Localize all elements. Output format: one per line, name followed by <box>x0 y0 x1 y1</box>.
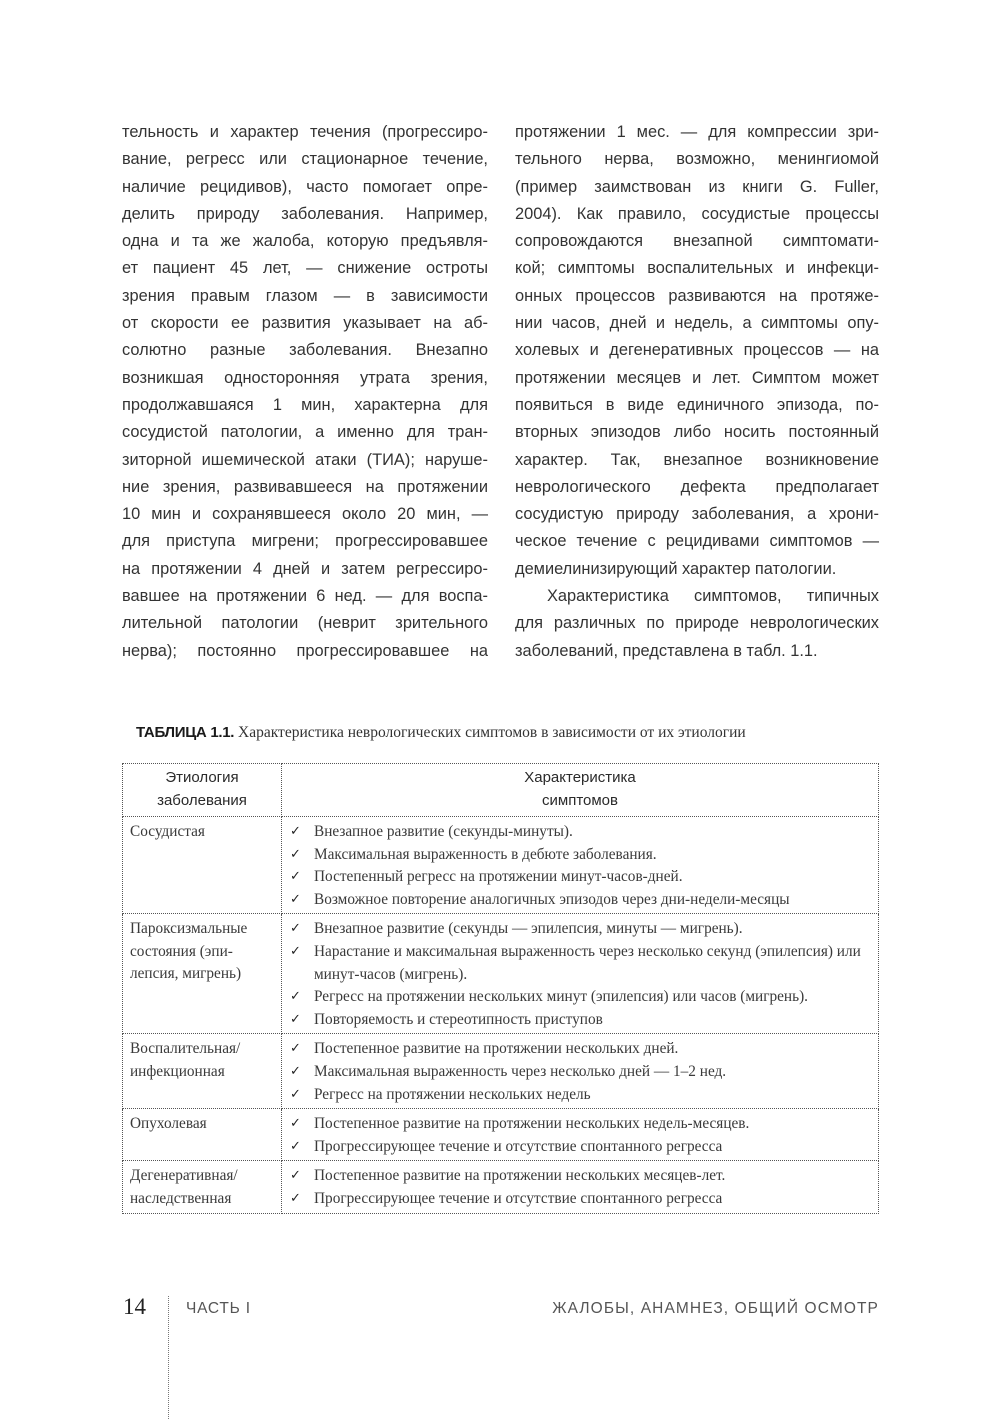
text-line: протяжении месяцев и лет. Симптом может <box>515 368 879 387</box>
list-item: ✓ Регресс на протяжении нескольких недель <box>288 1084 874 1107</box>
text-line: онных процессов развиваются на протяже- <box>515 286 879 305</box>
text-line: продолжавшаяся 1 мин, характерна для <box>122 395 488 414</box>
text-line: вторных эпизодов либо носить постоянный <box>515 423 879 442</box>
text-line: на протяжении 4 дней и затем регрессиро- <box>122 559 488 578</box>
checkmark-icon: ✓ <box>290 1168 301 1184</box>
text-line: ческое течение с рецидивами симптомов — <box>515 532 879 551</box>
text-line: сосудистой патологии, а именно для тран- <box>122 423 488 442</box>
text-line: нии часов, дней и недель, а симптомы опу- <box>515 314 879 333</box>
text-line: одна и та же жалоба, которую предъявля- <box>122 232 488 251</box>
text-line: протяжении 1 мес. — для компрессии зри- <box>515 123 879 141</box>
list-item: ✓ Нарастание и максимальная выраженность через несколько секунд (эпилепсия) или минут-часов (мигрень). <box>290 942 861 983</box>
paragraph <box>515 119 879 583</box>
etiology-cell: Пароксизмальные состояния (эпи-лепсия, мигрень) <box>123 914 282 1034</box>
text-line: холевых и дегенеративных процессов — на <box>515 341 879 360</box>
running-header-part: ЧАСТЬ I <box>186 1300 251 1317</box>
table-caption <box>136 724 876 742</box>
text-line: для приступа мигрени; прогрессировавшее <box>122 532 488 551</box>
table-caption-text: Характеристика неврологических симптомов в зависимости от их этиологии <box>234 724 746 741</box>
paragraph <box>122 119 488 665</box>
text-line: возникшая односторонняя утрата зрения, <box>122 368 488 387</box>
list-item: ✓ Постепенное развитие на протяжении нескольких недель-месяцев. <box>288 1113 874 1136</box>
text-line: от скорости ее развития указывает на аб- <box>122 314 488 333</box>
checkmark-icon: ✓ <box>290 921 301 937</box>
characteristics-cell <box>282 1109 879 1161</box>
text-line: ние зрения, развивавшееся на протяжении <box>122 477 488 496</box>
text-line: зиторной ишемической атаки (ТИА); наруше- <box>122 450 488 469</box>
checkmark-icon: ✓ <box>290 1063 301 1079</box>
header-etiology <box>123 764 282 817</box>
checkmark-icon: ✓ <box>290 1011 301 1027</box>
text-line: вавшее на протяжении 6 нед. — для воспа- <box>122 587 488 606</box>
checkmark-icon: ✓ <box>290 989 301 1005</box>
list-item: ✓ Прогрессирующее течение и отсутствие спонтанного регресса <box>288 1188 874 1211</box>
list-item: ✓ Повторяемость и стереотипность приступов <box>288 1009 874 1032</box>
etiology-cell: Воспалительная/ инфекционная <box>123 1034 282 1109</box>
text-line: наличие рецидивов), часто помогает опре- <box>122 177 488 196</box>
text-line: лительной патологии (неврит зрительного <box>122 614 488 633</box>
characteristics-cell <box>282 1161 879 1213</box>
checkmark-icon: ✓ <box>290 891 301 907</box>
paragraph <box>515 583 879 665</box>
etiology-cell: Сосудистая <box>123 817 282 914</box>
list-item: ✓ Внезапное развитие (секунды — эпилепсия, минуты — мигрень). <box>288 918 874 941</box>
etiology-cell: Опухолевая <box>123 1109 282 1161</box>
list-item: ✓ Постепенный регресс на протяжении минут-часов-дней. <box>288 866 874 889</box>
etiology-cell: Дегенеративная/ наследственная <box>123 1161 282 1213</box>
text-line: для различных по природе неврологических <box>515 614 879 633</box>
header-text: Этиология <box>165 769 239 786</box>
list-item: ✓ Внезапное развитие (секунды-минуты). <box>288 821 874 844</box>
checkmark-icon: ✓ <box>290 1041 301 1057</box>
checkmark-icon: ✓ <box>290 846 301 862</box>
text-line: характер. Так, внезапное возникновение <box>515 450 879 469</box>
header-text: Характеристика <box>524 769 636 786</box>
table-row <box>123 1161 879 1213</box>
header-text: заболевания <box>157 792 247 809</box>
text-line: тельность и характер течения (прогрессиро- <box>122 123 488 141</box>
text-line: заболеваний, представлена в табл. 1.1. <box>515 641 818 660</box>
text-line: ет пациент 45 лет, — снижение остроты <box>122 259 488 278</box>
table-header-row <box>123 764 879 817</box>
text-line: тельного нерва, возможно, менингиомой <box>515 150 879 169</box>
text-line: солютно разные заболевания. Внезапно <box>122 341 488 360</box>
list-item: ✓ Возможное повторение аналогичных эпизодов через дни-недели-месяцы <box>288 889 874 912</box>
running-header-chapter: ЖАЛОБЫ, АНАМНЕЗ, ОБЩИЙ ОСМОТР <box>552 1300 879 1317</box>
text-line: (пример заимствован из книги G. Fuller, <box>515 177 879 196</box>
text-line: Характеристика симптомов, типичных <box>547 587 879 606</box>
checkmark-icon: ✓ <box>290 943 301 959</box>
text-line: демиелинизирующий характер патологии. <box>515 559 837 578</box>
checkmark-icon: ✓ <box>290 1086 301 1102</box>
table-row <box>123 817 879 914</box>
text-line: делить природу заболевания. Например, <box>122 204 488 223</box>
footer-divider <box>168 1296 169 1419</box>
symptoms-table <box>122 763 879 1214</box>
characteristics-cell <box>282 914 879 1034</box>
text-line: неврологического дефекта предполагает <box>515 477 879 496</box>
text-line: кой; симптомы воспалительных и инфекци- <box>515 259 879 278</box>
table-caption-label: ТАБЛИЦА 1.1. <box>136 724 235 741</box>
checkmark-icon: ✓ <box>290 1138 301 1154</box>
text-line: сопровождаются внезапной симптомати- <box>515 232 879 251</box>
body-text-right-column <box>515 119 879 665</box>
checkmark-icon: ✓ <box>290 1190 301 1206</box>
text-line: 10 мин и сохранявшееся около 20 мин, — <box>122 505 488 524</box>
characteristics-cell <box>282 817 879 914</box>
text-line: зрения правым глазом — в зависимости <box>122 286 488 305</box>
text-line: нерва); постоянно прогрессировавшее на <box>122 641 488 660</box>
list-item: ✓ Максимальная выраженность через несколько дней — 1–2 нед. <box>288 1061 874 1084</box>
text-line: 2004). Как правило, сосудистые процессы <box>515 204 879 223</box>
list-item: ✓ Прогрессирующее течение и отсутствие спонтанного регресса <box>288 1136 874 1159</box>
text-line: появиться в виде единичного эпизода, по- <box>515 395 879 414</box>
body-text-left-column <box>122 119 488 665</box>
list-item: ✓ Постепенное развитие на протяжении нескольких месяцев-лет. <box>288 1165 874 1188</box>
list-item: ✓ Максимальная выраженность в дебюте заболевания. <box>288 844 874 867</box>
text-line: вание, регресс или стационарное течение, <box>122 150 488 169</box>
characteristics-cell <box>282 1034 879 1109</box>
list-item: ✓ Постепенное развитие на протяжении нескольких дней. <box>288 1038 874 1061</box>
checkmark-icon: ✓ <box>290 1116 301 1132</box>
checkmark-icon: ✓ <box>290 869 301 885</box>
page-number: 14 <box>123 1294 146 1319</box>
checkmark-icon: ✓ <box>290 824 301 839</box>
list-item: ✓ Регресс на протяжении нескольких минут (эпилепсия) или часов (мигрень). <box>288 986 874 1009</box>
header-text: симптомов <box>542 792 618 809</box>
header-characteristics <box>282 764 879 817</box>
text-line: сосудистую природу заболевания, а хрони- <box>515 505 879 524</box>
table-row <box>123 1109 879 1161</box>
table-row <box>123 914 879 1034</box>
table-row <box>123 1034 879 1109</box>
